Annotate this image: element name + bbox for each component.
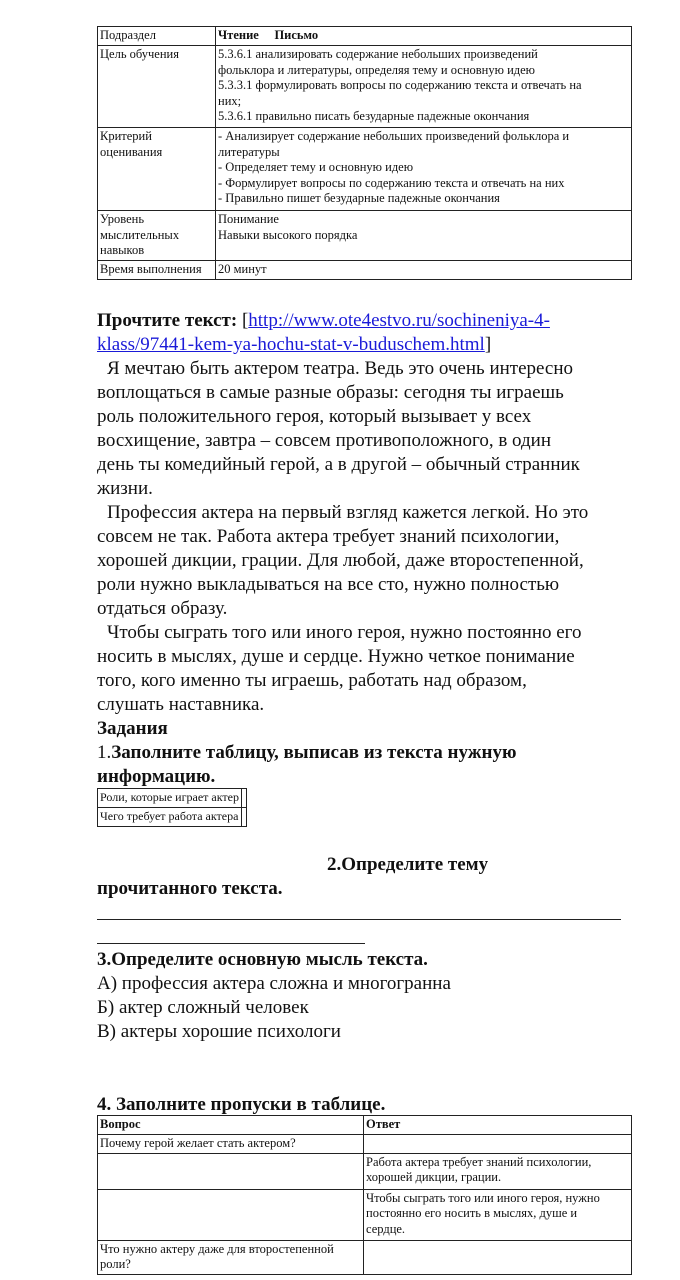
- answer-cell[interactable]: [364, 1134, 632, 1153]
- link-bracket-close: ]: [484, 334, 492, 355]
- table-row: [98, 1134, 632, 1153]
- question-cell[interactable]: [98, 1189, 364, 1240]
- answer-cell: Чтобы сыграть того или иного героя, нужно постоянно его носить в мыслях, душе и сердце.: [364, 1189, 632, 1240]
- table-cell-label: Цель обучения: [98, 46, 216, 128]
- lesson-info-table: [97, 26, 632, 280]
- table-cell-value: - Анализирует содержание небольших произведений фольклора и литературы - Определяет тему и основную идею - Формулирует вопросы по содержанию текста и отвечать на них - Правильно пишет безударные падежные окончания: [216, 128, 632, 211]
- table-cell-value: 20 минут: [216, 261, 632, 280]
- task-2-title-part1: 2.Определите тему: [327, 854, 489, 875]
- table-row: [98, 27, 632, 46]
- task-2-answer-line[interactable]: [97, 943, 365, 944]
- task-2-answer-line[interactable]: [97, 919, 621, 920]
- task-3-title: 3.Определите основную мысль текста.: [97, 949, 428, 970]
- task-1-number: 1.: [97, 742, 112, 763]
- task-3: [97, 948, 657, 1044]
- table-cell-value: 5.3.6.1 анализировать содержание небольших произведений фольклора и литературы, определяя тему и основную идею 5.3.3.1 формулировать вопросы по содержанию текста и отвечать на них; 5.3.6.1 правильно писать безударные падежные окончания: [216, 46, 632, 128]
- table-row: [98, 211, 632, 261]
- table-row: [98, 808, 247, 827]
- answer-cell: Работа актера требует знаний психологии, хорошей дикции, грации.: [364, 1153, 632, 1189]
- answer-cell[interactable]: [241, 808, 246, 827]
- table-row: [98, 1189, 632, 1240]
- table-row: [98, 46, 632, 128]
- task-1: [97, 741, 657, 789]
- option-a[interactable]: А) профессия актера сложна и многогранна: [97, 973, 451, 994]
- table-cell-label: Уровень мыслительных навыков: [98, 211, 216, 261]
- paragraph-2: Профессия актера на первый взгляд кажется легкой. Но это совсем не так. Работа актера требует знаний психологии, хорошей дикции, грации. Для любой, даже второстепенной, роли нужно выкладываться на все сто, нужно полностью отдаться образу.: [97, 502, 589, 619]
- table-row: [98, 1153, 632, 1189]
- option-c[interactable]: В) актеры хорошие психологи: [97, 1021, 341, 1042]
- reading-heading-line: [97, 309, 657, 357]
- tasks-heading: Задания: [97, 718, 168, 739]
- answer-cell[interactable]: [241, 789, 246, 808]
- task-2-title-part2: прочитанного текста.: [97, 878, 283, 899]
- table-cell-label: Чего требует работа актера: [98, 808, 242, 827]
- table-cell-label: Подраздел: [98, 27, 216, 46]
- table-cell-label: Роли, которые играет актер: [98, 789, 242, 808]
- reading-heading: Прочтите текст:: [97, 310, 238, 331]
- reading-section: [97, 309, 657, 789]
- table-row: [98, 789, 247, 808]
- paragraph-3: Чтобы сыграть того или иного героя, нужно постоянно его носить в мыслях, душе и сердце. Нужно четкое понимание того, кого именно ты играешь, работать над образом, слушать наставника.: [97, 622, 582, 715]
- table-cell-value: Понимание Навыки высокого порядка: [216, 211, 632, 261]
- table-header-row: [98, 1116, 632, 1135]
- task-4-title: 4. Заполните пропуски в таблице.: [97, 1094, 386, 1115]
- table-cell-label: Критерий оценивания: [98, 128, 216, 211]
- question-cell[interactable]: [98, 1153, 364, 1189]
- table-row: [98, 128, 632, 211]
- question-cell: Почему герой желает стать актером?: [98, 1134, 364, 1153]
- paragraph-1: Я мечтаю быть актером театра. Ведь это очень интересно воплощаться в самые разные образы: сегодня ты играешь роль положительного героя, который вызывает у всех восхищение, завтра – совсем противоположного, в один день ты комедийный герой, а в другой – обычный странник жизни.: [97, 358, 580, 499]
- link-bracket-open: [: [241, 310, 249, 331]
- task-4-table: [97, 1115, 632, 1275]
- table-cell-value: Чтение Письмо: [216, 27, 632, 46]
- task-1-table: [97, 788, 247, 827]
- table-row: [98, 261, 632, 280]
- task-1-text: Заполните таблицу, выписав из текста нужную информацию.: [97, 742, 517, 787]
- option-b[interactable]: Б) актер сложный человек: [97, 997, 309, 1018]
- question-cell: Что нужно актеру даже для второстепенной роли?: [98, 1240, 364, 1274]
- answer-cell[interactable]: [364, 1240, 632, 1274]
- column-header-answer: Ответ: [364, 1116, 632, 1135]
- column-header-question: Вопрос: [98, 1116, 364, 1135]
- table-row: [98, 1240, 632, 1274]
- source-link[interactable]: http://www.ote4estvo.ru/sochineniya-4- klass/97441-kem-ya-hochu-stat-v-buduschem.html: [97, 310, 550, 355]
- table-cell-label: Время выполнения: [98, 261, 216, 280]
